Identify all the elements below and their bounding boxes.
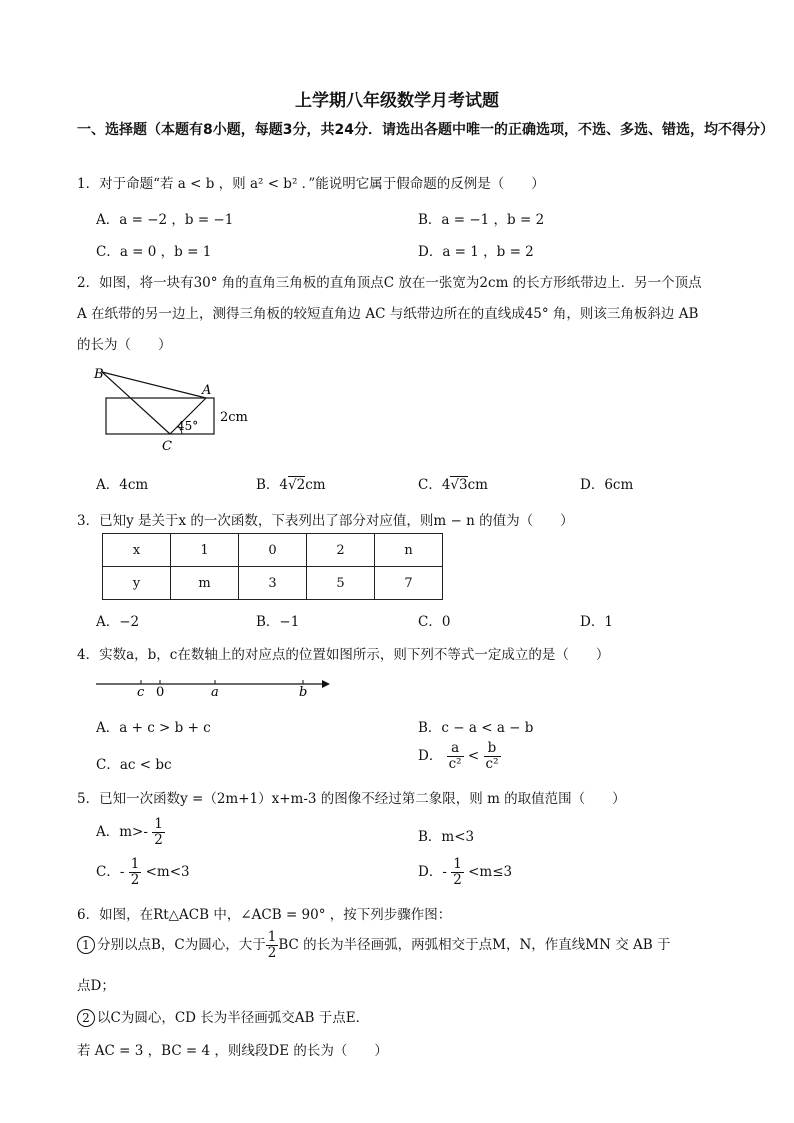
q5-d-denominator: 2 <box>453 872 462 888</box>
axis-label-a: a <box>211 685 219 700</box>
axis-label-zero: 0 <box>156 685 165 700</box>
q4-d-numerator-1: a <box>447 741 464 757</box>
q2-option-c: C．4√3cm <box>418 477 488 493</box>
q5-option-a <box>96 817 165 848</box>
table-cell: y <box>103 567 171 600</box>
axis-label-c: c <box>137 685 145 700</box>
q4-option-a: A．a + c > b + c <box>96 720 211 736</box>
table-cell: 2 <box>307 534 375 567</box>
q5-option-c-prefix: C．- <box>96 864 125 880</box>
q5-option-d-prefix: D．- <box>418 864 447 880</box>
step-2-marker: 2 <box>77 1009 95 1027</box>
q4-d-operator: < <box>467 748 480 764</box>
table-row <box>103 567 443 600</box>
q4-d-denominator-2: c² <box>485 756 499 772</box>
q5-option-c <box>96 857 190 888</box>
q5-a-numerator: 1 <box>154 816 163 832</box>
q2-option-b-prefix: B．4 <box>256 477 289 493</box>
q2-option-c-radicand: 3 <box>459 477 468 493</box>
q3-option-d: D．1 <box>580 614 613 630</box>
q6-step-1 <box>77 930 670 961</box>
q2-line-2: A 在纸带的另一边上，测得三角板的较短直角边 AC 与纸带边所在的直线成45° 角，则该三角板斜边 AB <box>77 306 699 322</box>
table-cell: 0 <box>239 534 307 567</box>
q2-option-a: A．4cm <box>96 477 149 493</box>
axis-label-b: b <box>299 685 308 700</box>
q3-option-a: A．−2 <box>96 614 140 630</box>
table-row <box>103 534 443 567</box>
q5-option-c-suffix: <m<3 <box>145 864 190 880</box>
q6-step-2-text: 以C为圆心，CD 长为半径画弧交AB 于点E． <box>97 1010 370 1026</box>
q6-step-1-numerator: 1 <box>267 929 277 945</box>
q5-option-b: B．m<3 <box>418 829 475 845</box>
hypotenuse-ab <box>102 372 206 398</box>
q2-option-d: D．6cm <box>580 477 634 493</box>
q1-option-d: D．a = 1 ，b = 2 <box>418 244 534 260</box>
section-heading: 一、选择题（本题有8小题，每题3分，共24分．请选出各题中唯一的正确选项，不选、多选、错选，均不得分） <box>77 122 774 138</box>
q5-option-d <box>418 857 512 888</box>
q2-option-c-unit: cm <box>467 477 488 493</box>
q1-stem: 1．对于命题“若 a < b ，则 a² < b² ．”能说明它属于假命题的反例是（ ） <box>77 176 545 192</box>
q5-option-d-suffix: <m≤3 <box>468 864 513 880</box>
q4-option-b: B．c − a < a − b <box>418 720 534 736</box>
q1-option-a: A．a = −2 ，b = −1 <box>96 212 234 228</box>
q2-figure <box>88 360 268 456</box>
label-angle: 45° <box>177 419 199 433</box>
table-cell: m <box>171 567 239 600</box>
q2-option-b: B．4√2cm <box>256 477 326 493</box>
q4-d-denominator-1: c² <box>448 756 462 772</box>
q6-step-1-text: 分别以点B，C为圆心，大于 <box>97 937 266 953</box>
q5-a-denominator: 2 <box>154 832 163 848</box>
q4-number-line <box>94 672 338 702</box>
axis-arrow <box>322 680 330 688</box>
side-bc <box>102 372 170 434</box>
q2-option-b-radicand: 2 <box>296 477 306 493</box>
label-b: B <box>94 367 104 382</box>
q2-option-c-prefix: C．4 <box>418 477 451 493</box>
q2-line-1: 2．如图，将一块有30° 角的直角三角板的直角顶点C 放在一张宽为2cm 的长方形纸带边上．另一个顶点 <box>77 275 702 291</box>
table-cell: x <box>103 534 171 567</box>
q3-table <box>102 533 443 600</box>
step-1-marker: 1 <box>77 936 95 954</box>
q6-step-2 <box>77 1006 369 1027</box>
table-cell: 7 <box>375 567 443 600</box>
label-width: 2cm <box>220 410 248 425</box>
q1-option-c: C．a = 0 ，b = 1 <box>96 244 212 260</box>
q3-option-c: C．0 <box>418 614 451 630</box>
q4-option-d <box>418 741 501 772</box>
q4-stem: 4．实数a，b，c在数轴上的对应点的位置如图所示，则下列不等式一定成立的是（ ） <box>77 647 610 663</box>
table-cell: 5 <box>307 567 375 600</box>
q3-option-b: B．−1 <box>256 614 300 630</box>
table-cell: n <box>375 534 443 567</box>
q5-option-a-prefix: A．m>- <box>96 824 153 840</box>
q6-step-1-text-cont: BC 的长为半径画弧，两弧相交于点M，N，作直线MN 交 AB 于 <box>278 937 671 953</box>
q5-stem: 5．已知一次函数y =（2m+1）x+m-3 的图像不经过第二象限，则 m 的取值范围（ ） <box>77 791 626 807</box>
q4-option-d-prefix: D． <box>418 748 443 764</box>
label-c: C <box>162 439 172 454</box>
table-cell: 3 <box>239 567 307 600</box>
q1-option-b: B．a = −1 ，b = 2 <box>418 212 545 228</box>
q6-step-1-continuation: 点D； <box>77 978 115 994</box>
q3-stem: 3．已知y 是关于x 的一次函数，下表列出了部分对应值，则m − n 的值为（ ） <box>77 513 574 529</box>
q6-question: 若 AC = 3 ，BC = 4 ，则线段DE 的长为（ ） <box>77 1043 388 1059</box>
q6-step-1-denominator: 2 <box>267 945 277 961</box>
q4-d-numerator-2: b <box>484 741 501 757</box>
q4-option-c: C．ac < bc <box>96 757 172 773</box>
q6-line-1: 6．如图，在Rt△ACB 中，∠ACB = 90° ，按下列步骤作图： <box>77 907 452 923</box>
q2-line-3: 的长为（ ） <box>77 337 172 353</box>
page-title: 上学期八年级数学月考试题 <box>295 91 499 111</box>
q5-d-numerator: 1 <box>453 856 462 872</box>
q2-option-b-unit: cm <box>305 477 326 493</box>
q5-c-numerator: 1 <box>130 856 140 872</box>
table-cell: 1 <box>171 534 239 567</box>
label-a: A <box>202 383 212 398</box>
q5-c-denominator: 2 <box>130 872 140 888</box>
